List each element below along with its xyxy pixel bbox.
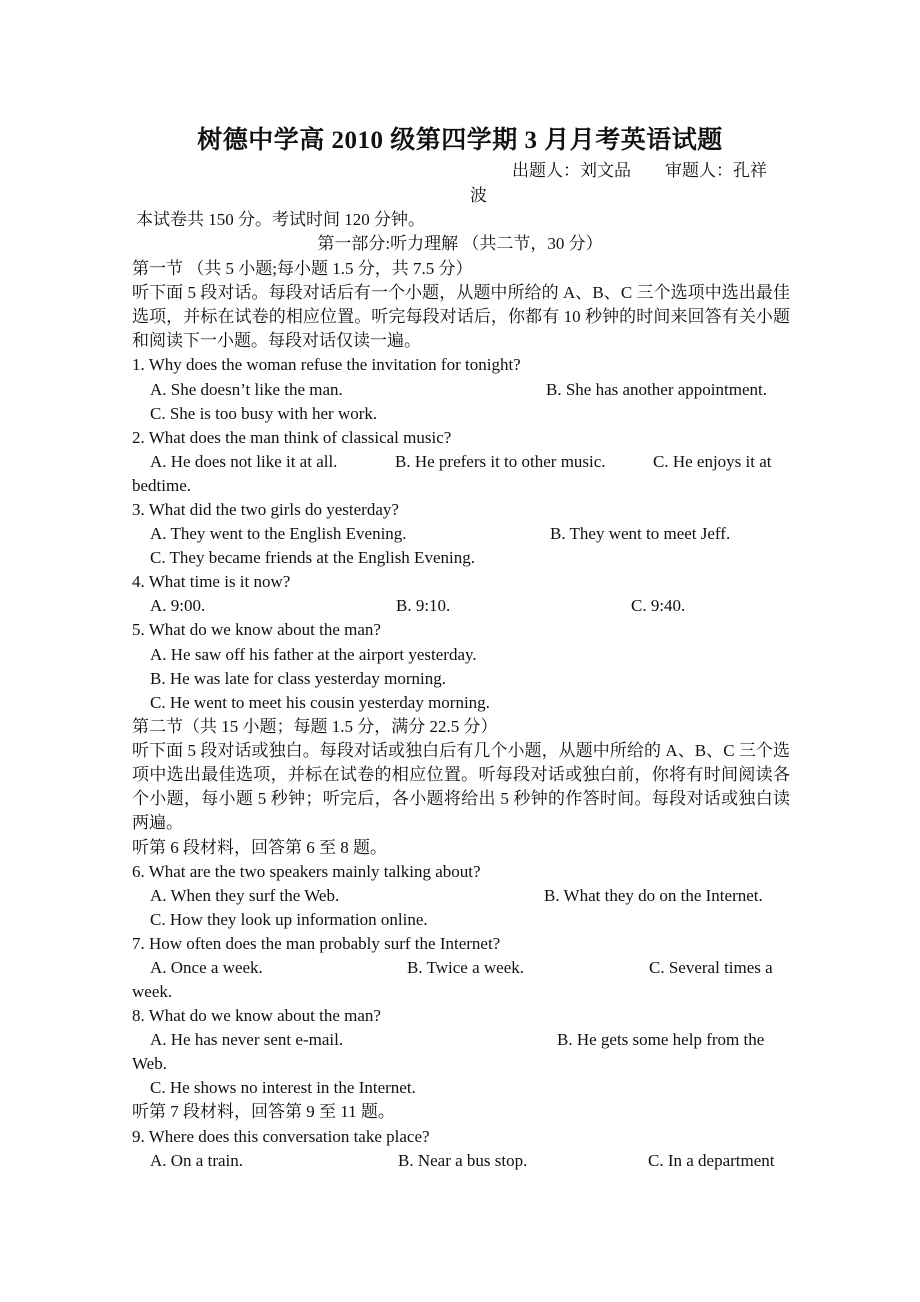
q4-option-c: C. 9:40.: [631, 596, 686, 615]
q8-stem: 8. What do we know about the man?: [132, 1006, 381, 1025]
q7-option-c: C. Several times a: [649, 958, 773, 977]
q7-option-c-wrap: week.: [132, 982, 173, 1001]
q4-option-b: B. 9:10.: [396, 596, 451, 615]
q5-option-b: B. He was late for class yesterday morning.: [150, 669, 446, 688]
q9-option-c: C. In a department: [648, 1151, 775, 1170]
q2-option-b: B. He prefers it to other music.: [395, 452, 606, 471]
q2-option-a: A. He does not like it at all.: [150, 452, 338, 471]
q9-option-b: B. Near a bus stop.: [398, 1151, 528, 1170]
q6-option-c: C. How they look up information online.: [150, 910, 428, 929]
q8-option-b: B. He gets some help from the: [557, 1030, 765, 1049]
q3-option-c: C. They became friends at the English Evening.: [150, 548, 475, 567]
q3-stem: 3. What did the two girls do yesterday?: [132, 500, 399, 519]
material6-note: 听第 6 段材料，回答第 6 至 8 题。: [132, 838, 387, 857]
q1-option-a: A. She doesn’t like the man.: [150, 380, 343, 399]
q9-stem: 9. Where does this conversation take place?: [132, 1127, 430, 1146]
q7-stem: 7. How often does the man probably surf the Internet?: [132, 934, 501, 953]
setter-line: 出题人：刘文品 审题人：孔祥: [512, 161, 767, 180]
q5-option-c: C. He went to meet his cousin yesterday morning.: [150, 693, 490, 712]
section1-heading: 第一节 （共 5 小题;每小题 1.5 分，共 7.5 分）: [132, 259, 473, 278]
q8-option-c: C. He shows no interest in the Internet.: [150, 1078, 416, 1097]
q3-option-a: A. They went to the English Evening.: [150, 524, 407, 543]
part1-heading: 第一部分:听力理解 （共二节，30 分）: [317, 234, 603, 253]
exam-info: 本试卷共 150 分。考试时间 120 分钟。: [136, 210, 425, 229]
q9-option-a: A. On a train.: [150, 1151, 244, 1170]
q6-stem: 6. What are the two speakers mainly talking about?: [132, 862, 481, 881]
q7-option-b: B. Twice a week.: [407, 958, 524, 977]
q3-option-b: B. They went to meet Jeff.: [550, 524, 731, 543]
q1-stem: 1. Why does the woman refuse the invitation for tonight?: [132, 355, 521, 374]
exam-title: 树德中学高 2010 级第四学期 3 月月考英语试题: [197, 127, 723, 154]
q6-option-a: A. When they surf the Web.: [150, 886, 340, 905]
section1-instruction: 听下面 5 段对话。每段对话后有一个小题，从题中所给的 A、B、C 三个选项中选出最佳选项，并标在试卷的相应位置。听完每段对话后，你都有 10 秒钟的时间来回答有关小题和阅读下一小题。每段对话仅读一遍。: [132, 283, 790, 350]
q2-option-c: C. He enjoys it at: [653, 452, 772, 471]
section2-heading: 第二节（共 15 小题；每题 1.5 分，满分 22.5 分）: [132, 717, 498, 736]
q6-option-b: B. What they do on the Internet.: [544, 886, 763, 905]
q8-option-a: A. He has never sent e-mail.: [150, 1030, 344, 1049]
q2-option-c-wrap: bedtime.: [132, 476, 192, 495]
q1-option-c: C. She is too busy with her work.: [150, 404, 378, 423]
setter-wrap: 波: [470, 186, 487, 205]
q5-option-a: A. He saw off his father at the airport yesterday.: [150, 645, 477, 664]
q5-stem: 5. What do we know about the man?: [132, 620, 381, 639]
q4-option-a: A. 9:00.: [150, 596, 206, 615]
q1-option-b: B. She has another appointment.: [546, 380, 767, 399]
q7-option-a: A. Once a week.: [150, 958, 263, 977]
material7-note: 听第 7 段材料，回答第 9 至 11 题。: [132, 1102, 395, 1121]
q4-stem: 4. What time is it now?: [132, 572, 291, 591]
q8-option-b-wrap: Web.: [132, 1054, 167, 1073]
section2-instruction: 听下面 5 段对话或独白。每段对话或独白后有几个小题，从题中所给的 A、B、C 三个选项中选出最佳选项，并标在试卷的相应位置。听每段对话或独白前，你将有时间阅读各个小题，每小题 5 秒钟；听完后，各小题将给出 5 秒钟的作答时间。每段对话或独白读两遍。: [132, 741, 790, 832]
q2-stem: 2. What does the man think of classical music?: [132, 428, 452, 447]
